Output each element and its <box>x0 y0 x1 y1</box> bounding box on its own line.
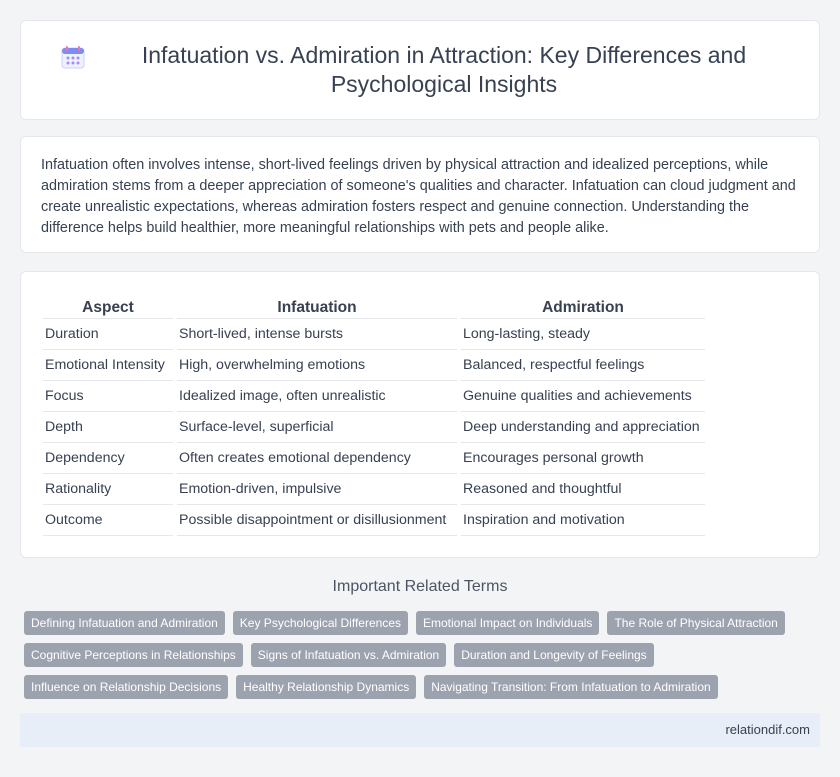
table-cell: Dependency <box>43 443 173 474</box>
table-cell: Encourages personal growth <box>461 443 705 474</box>
table-cell: Emotional Intensity <box>43 350 173 381</box>
table-cell: Surface-level, superficial <box>177 412 457 443</box>
table-cell: Inspiration and motivation <box>461 505 705 536</box>
table-cell: Idealized image, often unrealistic <box>177 381 457 412</box>
related-term-tag[interactable]: Navigating Transition: From Infatuation to Admiration <box>424 675 717 699</box>
table-cell: Balanced, respectful feelings <box>461 350 705 381</box>
header-card <box>20 20 820 120</box>
table-cell: Deep understanding and appreciation <box>461 412 705 443</box>
column-header-admiration: Admiration <box>461 296 705 319</box>
table-row <box>43 319 705 350</box>
table-row <box>43 443 705 474</box>
table-cell: Outcome <box>43 505 173 536</box>
related-term-tag[interactable]: Emotional Impact on Individuals <box>416 611 599 635</box>
table-row <box>43 412 705 443</box>
page-title: Infatuation vs. Admiration in Attraction: Key Differences and Psychological Insights <box>141 42 747 97</box>
intro-text: Infatuation often involves intense, short-lived feelings driven by physical attraction and idealized perceptions, while admiration stems from a deeper appreciation of someone's qualities and character. Infatuation can cloud judgment and create unrealistic expectations, whereas admiration fosters respect and genuine connection. Understanding the difference helps build healthier, more meaningful relationships with pets and people alike. <box>41 157 796 236</box>
table-cell: Emotion-driven, impulsive <box>177 474 457 505</box>
related-term-tag[interactable]: The Role of Physical Attraction <box>607 611 784 635</box>
site-credit[interactable]: relationdif.com <box>725 722 810 737</box>
related-terms-title: Important Related Terms <box>332 578 508 595</box>
comparison-table <box>39 296 709 536</box>
related-term-tag[interactable]: Duration and Longevity of Feelings <box>454 643 653 667</box>
table-row <box>43 474 705 505</box>
related-terms-list <box>24 611 814 699</box>
related-term-tag[interactable]: Influence on Relationship Decisions <box>24 675 228 699</box>
related-term-tag[interactable]: Key Psychological Differences <box>233 611 408 635</box>
table-row <box>43 350 705 381</box>
table-header-row <box>43 296 705 319</box>
comparison-table-card <box>20 271 820 558</box>
related-term-tag[interactable]: Cognitive Perceptions in Relationships <box>24 643 243 667</box>
table-cell: Long-lasting, steady <box>461 319 705 350</box>
related-term-tag[interactable]: Defining Infatuation and Admiration <box>24 611 225 635</box>
table-cell: High, overwhelming emotions <box>177 350 457 381</box>
intro-card <box>20 136 820 253</box>
footer <box>20 713 820 747</box>
calendar-icon <box>60 44 86 70</box>
table-row <box>43 505 705 536</box>
table-cell: Genuine qualities and achievements <box>461 381 705 412</box>
table-cell: Depth <box>43 412 173 443</box>
table-cell: Possible disappointment or disillusionment <box>177 505 457 536</box>
table-cell: Often creates emotional dependency <box>177 443 457 474</box>
related-term-tag[interactable]: Signs of Infatuation vs. Admiration <box>251 643 446 667</box>
table-cell: Rationality <box>43 474 173 505</box>
table-cell: Short-lived, intense bursts <box>177 319 457 350</box>
table-cell: Duration <box>43 319 173 350</box>
table-row <box>43 381 705 412</box>
column-header-infatuation: Infatuation <box>177 296 457 319</box>
table-cell: Focus <box>43 381 173 412</box>
column-header-aspect: Aspect <box>43 296 173 319</box>
table-cell: Reasoned and thoughtful <box>461 474 705 505</box>
related-term-tag[interactable]: Healthy Relationship Dynamics <box>236 675 416 699</box>
